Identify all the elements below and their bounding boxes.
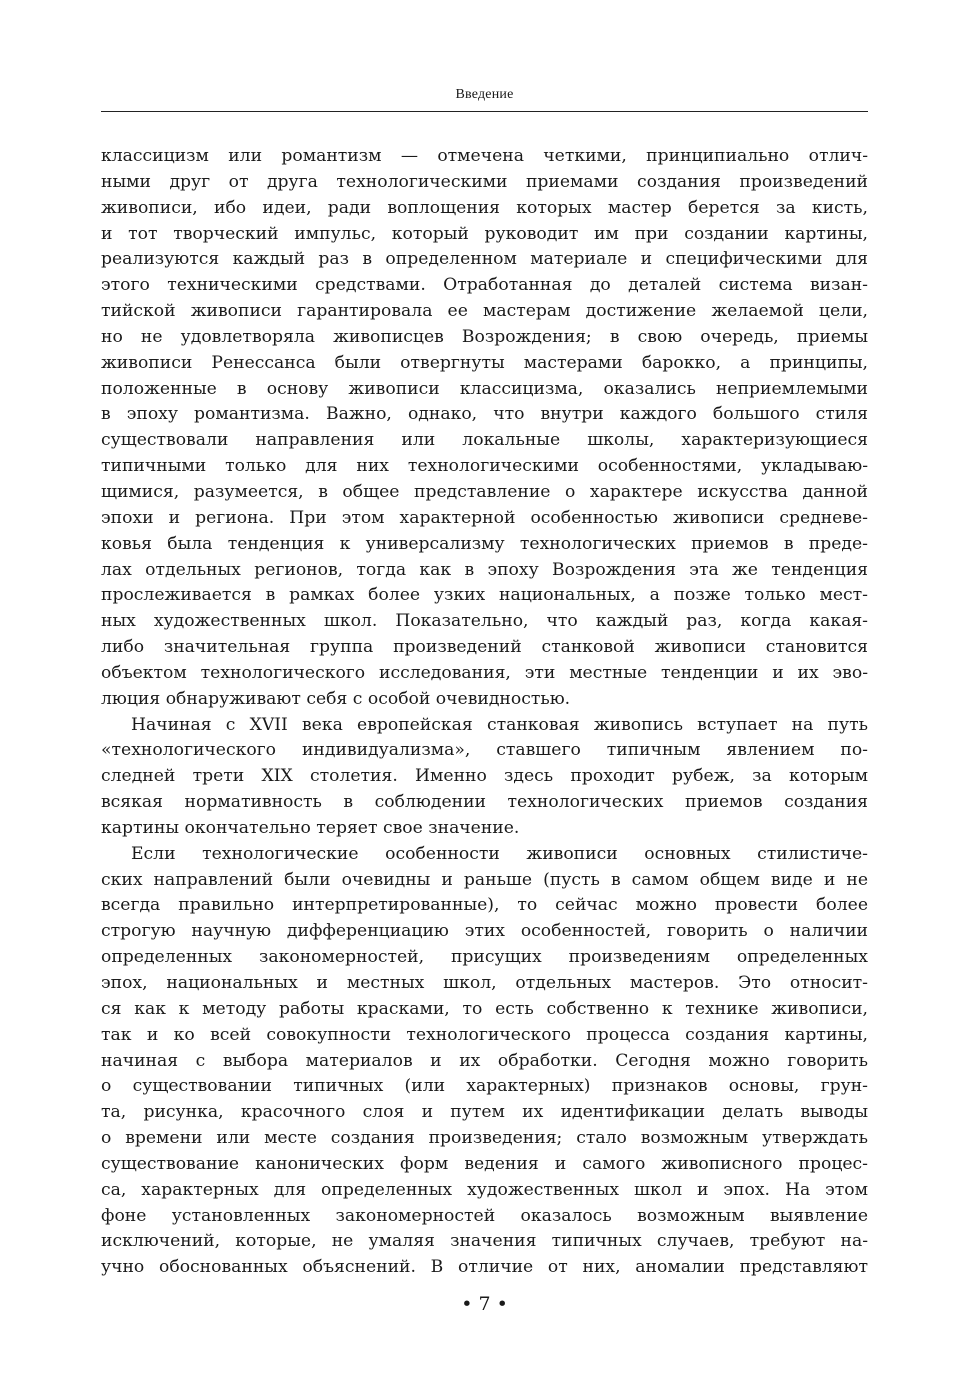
text-line: та, рисунка, красочного слоя и путем их идентификации делать выводы xyxy=(101,1102,868,1123)
text-line: исключений, которые, не умаляя значения типичных случаев, требуют на- xyxy=(101,1231,868,1252)
text-line: начиная с выбора материалов и их обработки. Сегодня можно говорить xyxy=(101,1050,868,1071)
text-line: и тот творческий импульс, который руководит им при создании картины, xyxy=(101,223,868,244)
text-line: ными друг от друга технологическими приемами создания произведений xyxy=(101,171,868,192)
text-line: о существовании типичных (или характерных) признаков основы, грун- xyxy=(101,1076,868,1097)
text-line: ся как к методу работы красками, то есть собственно к технике живописи, xyxy=(101,998,868,1019)
text-line: следней трети XIX столетия. Именно здесь проходит рубеж, за которым xyxy=(101,766,868,787)
text-line: ковья была тенденция к универсализму технологических приемов в преде- xyxy=(101,533,868,554)
paragraph xyxy=(101,842,868,1281)
text-line: но не удовлетворяла живописцев Возрождения; в свою очередь, приемы xyxy=(101,326,868,347)
text-line: люция обнаруживают себя с особой очевидностью. xyxy=(101,688,571,709)
text-line: эпохи и региона. При этом характерной особенностью живописи средневе- xyxy=(101,507,868,528)
running-head-title: Введение xyxy=(455,87,514,102)
text-line: в эпоху романтизма. Важно, однако, что внутри каждого большого стиля xyxy=(101,404,868,425)
text-line: существование канонических форм ведения и самого живописного процес- xyxy=(101,1153,868,1174)
text-line: Начиная с XVII века европейская станковая живопись вступает на путь xyxy=(131,714,868,735)
text-line: живописи Ренессанса были отвергнуты мастерами барокко, а принципы, xyxy=(101,352,868,373)
text-line: объектом технологического исследования, эти местные тенденции и их эво- xyxy=(101,662,868,683)
page-number: • 7 • xyxy=(461,1293,508,1315)
text-line: о времени или месте создания произведения; стало возможным утверждать xyxy=(101,1128,868,1149)
text-line: тийской живописи гарантировала ее мастерам достижение желаемой цели, xyxy=(101,301,868,322)
text-line: ных художественных школ. Показательно, что каждый раз, когда какая- xyxy=(101,611,868,632)
text-line: Если технологические особенности живописи основных стилистиче- xyxy=(131,843,868,864)
text-line: прослеживается в рамках более узких национальных, а позже только мест- xyxy=(101,585,868,606)
text-line: положенные в основу живописи классицизма, оказались неприемлемыми xyxy=(101,378,868,399)
text-line: существовали направления или локальные школы, характеризующиеся xyxy=(101,430,868,451)
paragraph xyxy=(101,713,868,842)
text-line: фоне установленных закономерностей оказалось возможным выявление xyxy=(101,1205,868,1226)
text-line: типичными только для них технологическими особенностями, укладываю- xyxy=(101,456,868,477)
text-line: учно обоснованных объяснений. В отличие от них, аномалии представляют xyxy=(101,1257,868,1278)
paragraph xyxy=(101,144,868,713)
text-line: классицизм или романтизм — отмечена четкими, принципиально отлич- xyxy=(101,146,868,166)
text-line: всегда правильно интерпретированные), то сейчас можно провести более xyxy=(101,895,868,916)
text-line: лах отдельных регионов, тогда как в эпоху Возрождения эта же тенденция xyxy=(101,559,868,580)
text-line: реализуются каждый раз в определенном материале и специфическими для xyxy=(101,249,868,270)
text-line: са, характерных для определенных художественных школ и эпох. На этом xyxy=(101,1179,868,1200)
body-text xyxy=(101,144,868,1281)
text-line: строгую научную дифференциацию этих особенностей, говорить о наличии xyxy=(101,921,868,942)
header-rule xyxy=(101,111,868,112)
text-line: живописи, ибо идеи, ради воплощения которых мастер берется за кисть, xyxy=(101,197,868,218)
text-line: «технологического индивидуализма», ставшего типичным явлением по- xyxy=(101,740,868,761)
text-line: так и ко всей совокупности технологического процесса создания картины, xyxy=(101,1024,868,1045)
text-line: щимися, разумеется, в общее представление о характере искусства данной xyxy=(101,481,868,502)
text-line: картины окончательно теряет свое значение. xyxy=(101,817,520,838)
text-line: либо значительная группа произведений станковой живописи становится xyxy=(101,637,868,658)
text-line: эпох, национальных и местных школ, отдельных мастеров. Это относит- xyxy=(101,973,868,993)
text-line: всякая нормативность в соблюдении технологических приемов создания xyxy=(101,792,868,813)
text-line: ских направлений были очевидны и раньше (пусть в самом общем виде и не xyxy=(101,869,868,890)
text-line: этого техническими средствами. Отработанная до деталей система визан- xyxy=(101,275,868,296)
text-line: определенных закономерностей, присущих произведениям определенных xyxy=(101,947,868,968)
